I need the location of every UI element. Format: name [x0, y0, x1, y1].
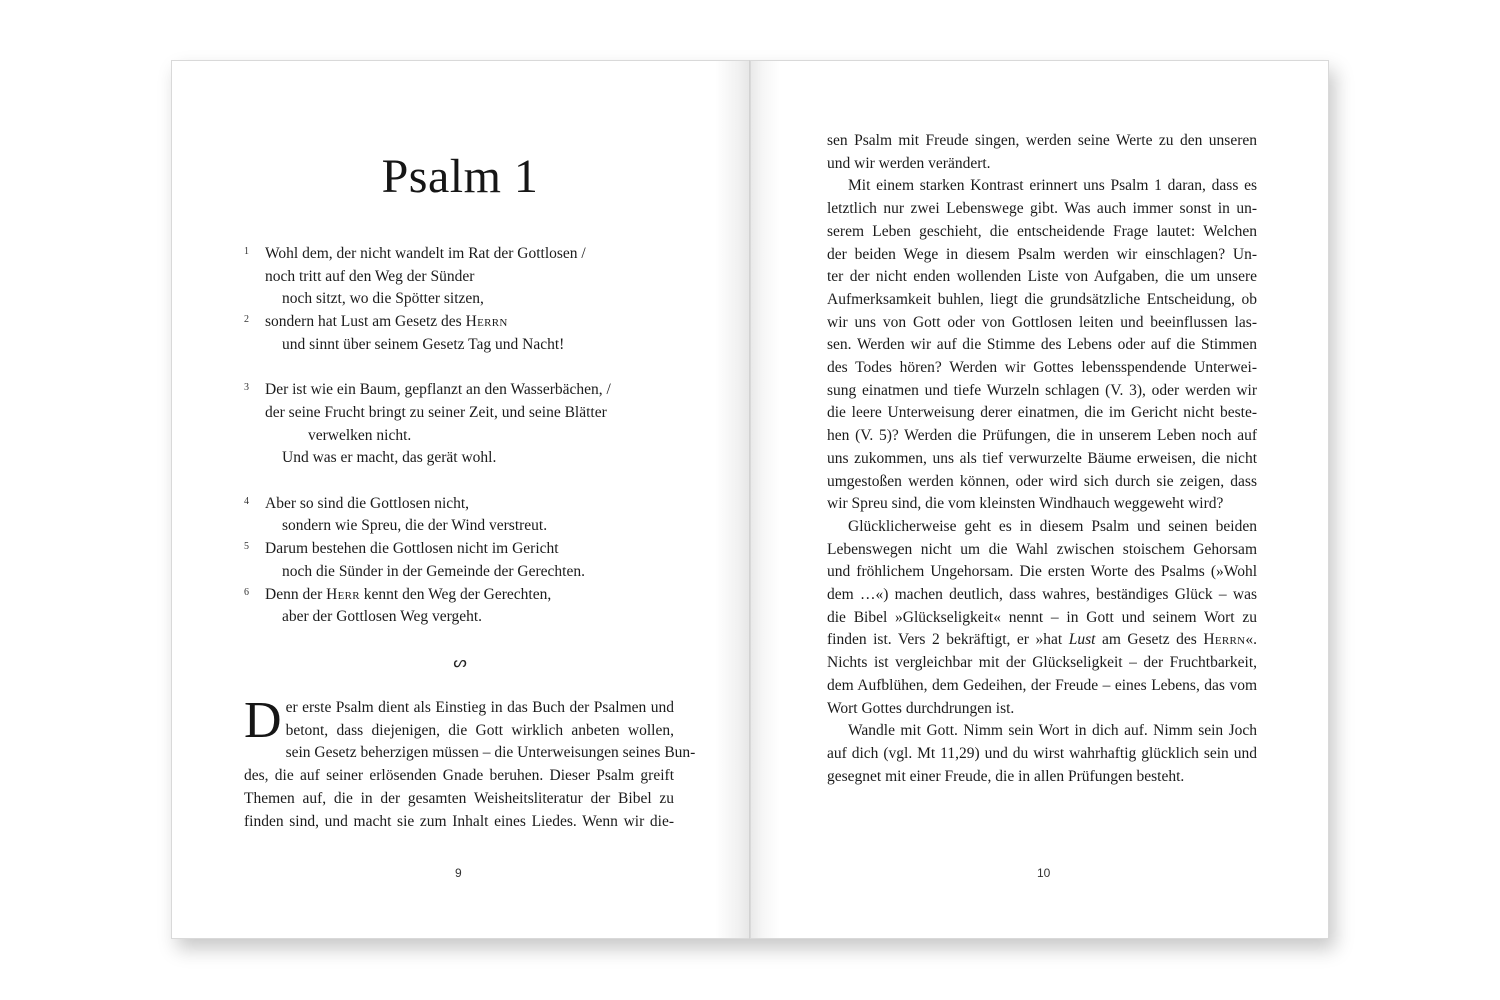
verse-line	[244, 447, 714, 470]
text-run: serem Leben geschieht, die entscheidende Frage lautet: Welchen	[827, 222, 1257, 240]
text-run: und wir werden verändert.	[827, 154, 991, 172]
verse-line	[244, 266, 714, 289]
text-line: betont, dass diejenigen, die Gott wirklich anbeten wollen,	[285, 721, 674, 739]
text-run: Glücklicherweise geht es in diesem Psalm und seinen beiden	[848, 517, 1257, 535]
text-run: wir Spreu sind, die vom kleinsten Windhauch weggeweht wird?	[827, 495, 1224, 513]
text-line	[827, 471, 1257, 494]
text-line	[827, 153, 1257, 176]
text-run: Herrn	[1203, 631, 1246, 649]
text-line: finden sind, und macht sie zum Inhalt eines Liedes. Wenn wir die-	[244, 812, 674, 830]
text-run: sung einatmen und tiefe Wurzeln schlagen (V. 3), oder werden wir	[827, 381, 1257, 399]
verse-number: 5	[244, 541, 249, 553]
text-line	[827, 720, 1257, 743]
text-line	[827, 652, 1257, 675]
text-run: dem …«) machen deutlich, dass wahres, beständiges Glück – was	[827, 586, 1257, 604]
text-run: finden ist. Vers 2 bekräftigt, er »hat	[827, 631, 1069, 649]
right-page	[750, 60, 1329, 939]
text-line	[827, 698, 1257, 721]
text-run: sen Psalm mit Freude singen, werden seine Werte zu den unseren	[827, 132, 1257, 149]
text-run: Mit einem starken Kontrast erinnert uns Psalm 1 daran, dass es	[848, 177, 1257, 195]
text-run: Lust	[1068, 631, 1096, 649]
verse-line	[244, 334, 714, 357]
text-line	[827, 130, 1257, 153]
section-ornament: ᔕ	[453, 653, 467, 671]
text-run: auf dich (vgl. Mt 11,29) und du wirst wahrhaftig glücklich sein und	[827, 744, 1257, 762]
text-line: Themen auf, die in der gesamten Weisheitsliteratur der Bibel zu	[244, 789, 674, 807]
book-spread	[171, 60, 1329, 939]
text-line	[827, 743, 1257, 766]
text-run: verwelken nicht.	[308, 426, 412, 444]
text-run: dem Aufblühen, dem Gedeihen, der Freude – eines Lebens, das vom	[827, 676, 1257, 694]
verse-number: 4	[244, 495, 249, 507]
text-line	[827, 312, 1257, 335]
text-run: noch tritt auf den Weg der Sünder	[265, 267, 475, 285]
text-line: er erste Psalm dient als Einstieg in das Buch der Psalmen und	[285, 699, 674, 716]
text-run: Denn der	[265, 585, 327, 603]
text-run: sondern wie Spreu, die der Wind verstreut.	[282, 517, 548, 535]
text-line	[827, 584, 1257, 607]
verse-line	[244, 538, 714, 561]
verse-number: 3	[244, 382, 249, 394]
page-title: Psalm 1	[381, 150, 539, 203]
verse-number: 1	[244, 246, 249, 257]
text-line: sein Gesetz beherzigen müssen – die Unterweisungen seines Bun-	[285, 744, 696, 762]
text-run: Wandle mit Gott. Nimm sein Wort in dich auf. Nimm sein Joch	[848, 722, 1257, 740]
text-line	[827, 402, 1257, 425]
text-line	[827, 198, 1257, 221]
text-run: noch die Sünder in der Gemeinde der Gerechten.	[282, 562, 585, 580]
text-line	[827, 539, 1257, 562]
text-line	[827, 175, 1257, 198]
stanza-break	[244, 470, 714, 493]
text-run: umgestoßen werden können, oder wird sich durch sie zeigen, dass	[827, 472, 1257, 490]
text-run: Wort Gottes durchdrungen ist.	[827, 699, 1015, 717]
text-line: des, die auf seiner erlösenden Gnade beruhen. Dieser Psalm greift	[244, 767, 674, 785]
drop-cap: D	[244, 692, 282, 749]
verse-line	[244, 493, 714, 516]
verse-line	[244, 243, 714, 266]
text-run: «.	[1245, 631, 1257, 649]
text-run: ter der nicht enden wollenden Liste von Aufgaben, die um unsere	[827, 268, 1257, 286]
text-run: kennt den Weg der Gerechten,	[359, 585, 552, 603]
verse-line	[244, 311, 714, 334]
verse-number: 2	[244, 314, 249, 326]
stanza-break	[244, 357, 714, 380]
text-run: Herr	[326, 585, 360, 603]
text-run: der seine Frucht bringt zu seiner Zeit, und seine Blätter	[265, 403, 607, 421]
text-line	[827, 493, 1257, 516]
text-run: aber der Gottlosen Weg vergeht.	[282, 608, 483, 626]
text-run: die leere Unterweisung derer einatmen, die im Gericht nicht beste-	[827, 404, 1257, 422]
commentary-left	[244, 692, 696, 833]
verse-line	[244, 379, 714, 402]
verse-number: 6	[244, 586, 249, 598]
text-run: hen (V. 5)? Werden die Prüfungen, die in unserem Leben noch auf	[827, 427, 1257, 445]
text-run: Der ist wie ein Baum, gepflanzt an den Wasserbächen, /	[265, 381, 611, 399]
text-run: Wohl dem, der nicht wandelt im Rat der Gottlosen /	[265, 245, 586, 262]
text-run: des Todes hören? Werden wir Gottes lebensspendende Unterwei-	[827, 359, 1257, 377]
text-line	[827, 266, 1257, 289]
text-run: und sinnt über seinem Gesetz Tag und Nacht!	[282, 335, 565, 353]
text-line	[827, 607, 1257, 630]
text-line	[827, 221, 1257, 244]
text-run: noch sitzt, wo die Spötter sitzen,	[282, 290, 484, 308]
text-run: Nichts ist vergleichbar mit der Glückseligkeit – der Fruchtbarkeit,	[827, 654, 1257, 672]
page-number: 10	[1037, 866, 1051, 880]
text-run: Aber so sind die Gottlosen nicht,	[265, 494, 470, 512]
verse-line	[244, 561, 714, 584]
verse-line	[244, 288, 714, 311]
text-line	[827, 516, 1257, 539]
page-number: 9	[455, 866, 462, 880]
text-run: Herrn	[465, 313, 508, 331]
text-line	[827, 380, 1257, 403]
text-run: am Gesetz des	[1095, 631, 1204, 649]
text-run: und fröhlichem Ungehorsam. Die ersten Worte des Psalms (»Wohl	[827, 563, 1257, 581]
text-line	[827, 448, 1257, 471]
verse-line	[244, 425, 714, 448]
text-line	[827, 244, 1257, 267]
commentary-right	[827, 130, 1257, 788]
text-line	[827, 425, 1257, 448]
text-run: Darum bestehen die Gottlosen nicht im Gericht	[265, 540, 559, 558]
verse-line	[244, 515, 714, 538]
psalm-verses	[244, 243, 714, 629]
text-run: die Bibel »Glückseligkeit« nennt – in Gott und seinem Wort zu	[827, 608, 1257, 626]
verse-line	[244, 606, 714, 629]
text-run: letztlich nur zwei Lebenswege gibt. Was auch immer sonst in un-	[827, 200, 1257, 218]
text-line	[827, 289, 1257, 312]
text-run: der beiden Wege in diesem Psalm werden wir einschlagen? Un-	[827, 245, 1257, 263]
text-run: Aufmerksamkeit buhlen, liegt die grundsätzliche Entscheidung, ob	[827, 290, 1257, 308]
verse-line	[244, 584, 714, 607]
text-line	[827, 675, 1257, 698]
text-run: sen. Werden wir auf die Stimme des Lebens oder auf die Stimmen	[827, 336, 1257, 354]
left-page	[171, 60, 751, 939]
text-run: Lebenswegen nicht um die Wahl zwischen stoischem Gehorsam	[827, 540, 1257, 558]
text-line	[827, 629, 1257, 652]
text-line	[827, 561, 1257, 584]
verse-line	[244, 402, 714, 425]
text-line	[827, 357, 1257, 380]
text-line	[827, 334, 1257, 357]
text-line	[827, 766, 1257, 789]
text-run: Und was er macht, das gerät wohl.	[282, 449, 497, 467]
text-run: uns zukommen, uns als tief verwurzelte Bäume erweisen, die nicht	[827, 449, 1257, 467]
text-run: sondern hat Lust am Gesetz des	[265, 313, 466, 331]
text-run: gesegnet mit einer Freude, die in allen Prüfungen besteht.	[827, 767, 1185, 785]
text-run: wir uns von Gott oder von Gottlosen leiten und beeinflussen las-	[827, 313, 1257, 331]
